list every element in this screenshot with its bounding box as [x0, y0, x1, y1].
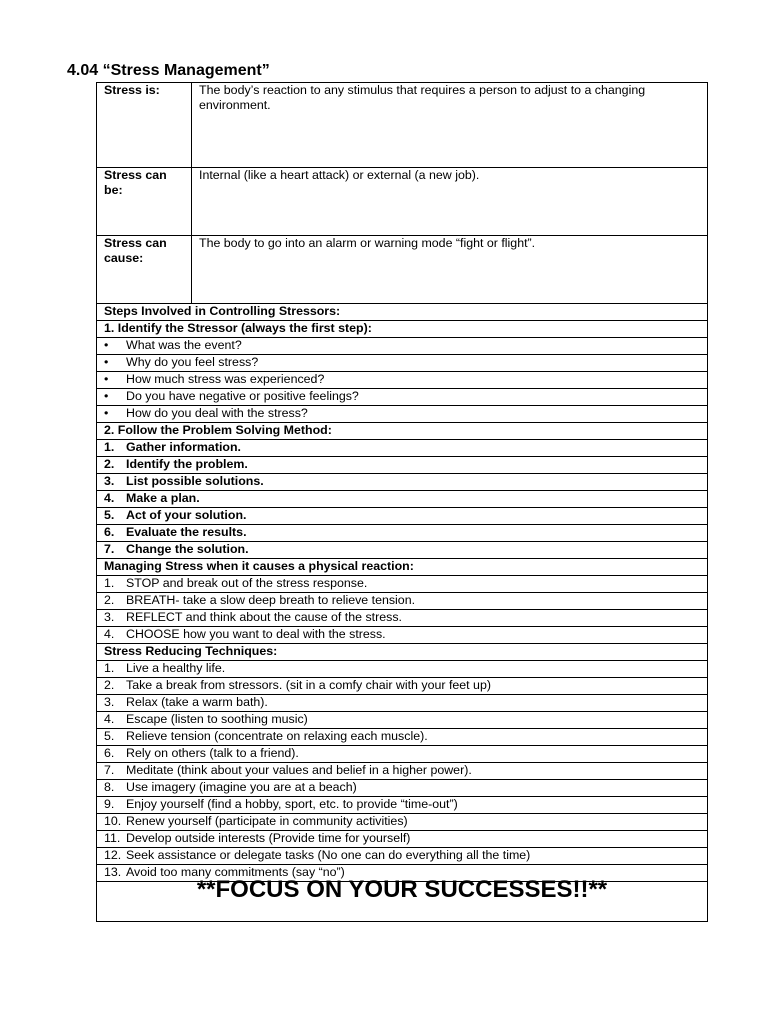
- technique-list-item: [97, 831, 708, 848]
- list-marker: 8.: [104, 780, 115, 794]
- technique-list-item: [97, 746, 708, 763]
- physical-list-item-cell: [97, 610, 708, 627]
- list-item-text: How much stress was experienced?: [126, 372, 325, 386]
- page-title: 4.04 “Stress Management”: [67, 62, 270, 79]
- problem-list-item: [97, 542, 708, 559]
- techniques-heading: Stress Reducing Techniques:: [97, 644, 708, 661]
- footer-banner: **FOCUS ON YOUR SUCCESSES!!**: [97, 882, 708, 922]
- list-item-text: Meditate (think about your values and belief in a higher power).: [126, 763, 472, 777]
- problem-list-item: [97, 525, 708, 542]
- list-item-text: What was the event?: [126, 338, 242, 352]
- problem-list-item-cell: [97, 508, 708, 525]
- list-item-text: STOP and break out of the stress response.: [126, 576, 368, 590]
- list-marker: 2.: [104, 593, 115, 607]
- list-marker: 3.: [104, 610, 115, 624]
- technique-list-item-cell: [97, 848, 708, 865]
- list-item-text: Change the solution.: [126, 542, 249, 556]
- list-marker: 13.: [104, 865, 122, 879]
- list-marker: 9.: [104, 797, 115, 811]
- technique-list-item-cell: [97, 678, 708, 695]
- technique-list-item: [97, 814, 708, 831]
- list-marker: 2.: [104, 678, 115, 692]
- list-item-text: Enjoy yourself (find a hobby, sport, etc. to provide “time-out”): [126, 797, 458, 811]
- physical-list-item-cell: [97, 627, 708, 644]
- list-marker: 4.: [104, 712, 115, 726]
- list-marker: 3.: [104, 474, 115, 488]
- problem-list-item: [97, 508, 708, 525]
- list-item-text: BREATH- take a slow deep breath to relieve tension.: [126, 593, 416, 607]
- list-marker: •: [104, 389, 109, 403]
- problem-list-item-cell: [97, 474, 708, 491]
- list-marker: •: [104, 355, 109, 369]
- list-marker: 1.: [104, 661, 115, 675]
- list-item-text: Use imagery (imagine you are at a beach): [126, 780, 357, 794]
- problem-list-item: [97, 440, 708, 457]
- technique-list-item: [97, 729, 708, 746]
- list-item-text: List possible solutions.: [126, 474, 264, 488]
- section-heading-row: [97, 559, 708, 576]
- identify-list-item: [97, 406, 708, 423]
- identify-list-item: [97, 338, 708, 355]
- list-item-text: Relax (take a warm bath).: [126, 695, 268, 709]
- list-marker: 12.: [104, 848, 122, 862]
- technique-list-item-cell: [97, 814, 708, 831]
- technique-list-item-cell: [97, 712, 708, 729]
- identify-list-item: [97, 372, 708, 389]
- physical-list-item-cell: [97, 576, 708, 593]
- physical-heading: Managing Stress when it causes a physical reaction:: [97, 559, 708, 576]
- problem-heading: 2. Follow the Problem Solving Method:: [97, 423, 708, 440]
- identify-list-item-cell: [97, 372, 708, 389]
- list-marker: 5.: [104, 729, 115, 743]
- identify-list-item-cell: [97, 406, 708, 423]
- definition-row: [97, 83, 708, 168]
- list-item-text: Do you have negative or positive feelings?: [126, 389, 359, 403]
- problem-list-item: [97, 474, 708, 491]
- problem-list-item-cell: [97, 457, 708, 474]
- definition-row: [97, 168, 708, 236]
- physical-list-item: [97, 610, 708, 627]
- technique-list-item-cell: [97, 746, 708, 763]
- list-item-text: Relieve tension (concentrate on relaxing each muscle).: [126, 729, 428, 743]
- identify-heading: 1. Identify the Stressor (always the first step):: [97, 321, 708, 338]
- identify-list-item: [97, 389, 708, 406]
- list-item-text: Renew yourself (participate in community activities): [126, 814, 408, 828]
- problem-list-item-cell: [97, 440, 708, 457]
- technique-list-item-cell: [97, 729, 708, 746]
- section-heading-row: [97, 304, 708, 321]
- technique-list-item-cell: [97, 763, 708, 780]
- technique-list-item: [97, 661, 708, 678]
- list-item-text: Rely on others (talk to a friend).: [126, 746, 299, 760]
- problem-list-item: [97, 491, 708, 508]
- technique-list-item: [97, 678, 708, 695]
- section-heading-row: [97, 321, 708, 338]
- technique-list-item-cell: [97, 797, 708, 814]
- identify-list-item-cell: [97, 338, 708, 355]
- stress-management-table: [96, 82, 708, 922]
- technique-list-item-cell: [97, 661, 708, 678]
- technique-list-item: [97, 848, 708, 865]
- technique-list-item-cell: [97, 780, 708, 797]
- definition-row: [97, 236, 708, 304]
- problem-list-item-cell: [97, 542, 708, 559]
- physical-list-item: [97, 576, 708, 593]
- list-item-text: Act of your solution.: [126, 508, 247, 522]
- list-item-text: Live a healthy life.: [126, 661, 226, 675]
- definition-label: Stress can cause:: [97, 236, 192, 304]
- steps-heading: Steps Involved in Controlling Stressors:: [97, 304, 708, 321]
- section-heading-row: [97, 423, 708, 440]
- list-marker: 10.: [104, 814, 122, 828]
- list-item-text: REFLECT and think about the cause of the stress.: [126, 610, 402, 624]
- definition-text: The body’s reaction to any stimulus that requires a person to adjust to a changing environment.: [192, 83, 708, 168]
- technique-list-item: [97, 797, 708, 814]
- list-item-text: Escape (listen to soothing music): [126, 712, 308, 726]
- list-item-text: Gather information.: [126, 440, 241, 454]
- identify-list-item: [97, 355, 708, 372]
- list-marker: 4.: [104, 491, 115, 505]
- technique-list-item-cell: [97, 831, 708, 848]
- list-marker: 7.: [104, 763, 115, 777]
- list-marker: 3.: [104, 695, 115, 709]
- problem-list-item-cell: [97, 525, 708, 542]
- physical-list-item-cell: [97, 593, 708, 610]
- list-marker: 5.: [104, 508, 115, 522]
- list-item-text: Why do you feel stress?: [126, 355, 259, 369]
- physical-list-item: [97, 593, 708, 610]
- list-marker: 4.: [104, 627, 115, 641]
- list-item-text: Avoid too many commitments (say “no”): [126, 865, 345, 879]
- identify-list-item-cell: [97, 389, 708, 406]
- problem-list-item: [97, 457, 708, 474]
- list-marker: 11.: [104, 831, 121, 845]
- list-item-text: How do you deal with the stress?: [126, 406, 308, 420]
- technique-list-item: [97, 763, 708, 780]
- definition-label: Stress can be:: [97, 168, 192, 236]
- list-marker: 6.: [104, 746, 115, 760]
- physical-list-item: [97, 627, 708, 644]
- list-item-text: Evaluate the results.: [126, 525, 247, 539]
- section-heading-row: [97, 644, 708, 661]
- list-marker: 1.: [104, 440, 115, 454]
- definition-label: Stress is:: [97, 83, 192, 168]
- technique-list-item: [97, 695, 708, 712]
- list-item-text: CHOOSE how you want to deal with the stress.: [126, 627, 386, 641]
- list-item-text: Take a break from stressors. (sit in a comfy chair with your feet up): [126, 678, 491, 692]
- list-marker: •: [104, 406, 109, 420]
- identify-list-item-cell: [97, 355, 708, 372]
- problem-list-item-cell: [97, 491, 708, 508]
- list-item-text: Seek assistance or delegate tasks (No one can do everything all the time): [126, 848, 531, 862]
- footer-row: [97, 882, 708, 922]
- list-marker: 6.: [104, 525, 115, 539]
- definition-text: Internal (like a heart attack) or external (a new job).: [192, 168, 708, 236]
- list-marker: 2.: [104, 457, 115, 471]
- technique-list-item: [97, 780, 708, 797]
- technique-list-item: [97, 712, 708, 729]
- definition-text: The body to go into an alarm or warning mode “fight or flight”.: [192, 236, 708, 304]
- list-marker: •: [104, 338, 109, 352]
- technique-list-item-cell: [97, 695, 708, 712]
- list-item-text: Develop outside interests (Provide time for yourself): [126, 831, 411, 845]
- list-item-text: Make a plan.: [126, 491, 200, 505]
- list-item-text: Identify the problem.: [126, 457, 248, 471]
- list-marker: •: [104, 372, 109, 386]
- list-marker: 1.: [104, 576, 115, 590]
- list-marker: 7.: [104, 542, 115, 556]
